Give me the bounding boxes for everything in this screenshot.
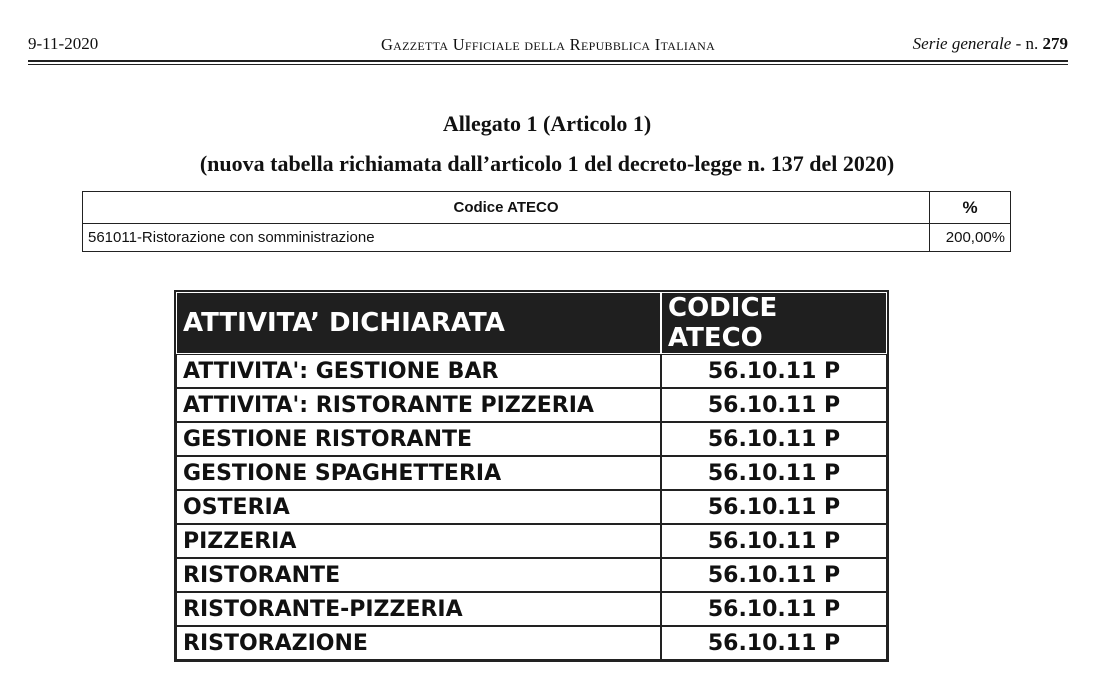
- attivita-header-row: [176, 292, 887, 354]
- activity-cell: RISTORAZIONE: [176, 626, 661, 660]
- code-cell: 56.10.11 P: [661, 422, 887, 456]
- attivita-header-code: CODICE ATECO: [661, 292, 887, 354]
- header-rule-thick: [28, 60, 1068, 62]
- activity-cell: RISTORANTE-PIZZERIA: [176, 592, 661, 626]
- table-row: [176, 524, 887, 558]
- activity-cell: PIZZERIA: [176, 524, 661, 558]
- table-row: [176, 592, 887, 626]
- allegato-subtitle: (nuova tabella richiamata dall’articolo 1 del decreto-legge n. 137 del 2020): [199, 151, 895, 176]
- ateco-header-code: Codice ATECO: [83, 192, 930, 224]
- ateco-pct-cell: 200,00%: [930, 224, 1011, 252]
- table-row: [176, 354, 887, 388]
- table-row: [83, 224, 1011, 252]
- serie-info: [913, 34, 1068, 54]
- serie-number: 279: [1042, 34, 1068, 53]
- header-rule-thin: [28, 64, 1068, 65]
- code-cell: 56.10.11 P: [661, 524, 887, 558]
- code-cell: 56.10.11 P: [661, 388, 887, 422]
- gazette-title: Gazzetta Ufficiale della Repubblica Italiana: [380, 35, 716, 54]
- activity-cell: GESTIONE RISTORANTE: [176, 422, 661, 456]
- allegato-title: Allegato 1 (Articolo 1): [442, 111, 652, 136]
- ateco-code-cell: 561011-Ristorazione con somministrazione: [83, 224, 930, 252]
- publication-date: 9-11-2020: [28, 34, 99, 53]
- code-cell: 56.10.11 P: [661, 592, 887, 626]
- activity-cell: RISTORANTE: [176, 558, 661, 592]
- activity-cell: ATTIVITA': GESTIONE BAR: [176, 354, 661, 388]
- code-cell: 56.10.11 P: [661, 558, 887, 592]
- table-row: [176, 626, 887, 660]
- ateco-table: [82, 191, 1011, 252]
- table-row: [176, 456, 887, 490]
- serie-label: Serie generale: [912, 34, 1012, 53]
- table-row: [176, 388, 887, 422]
- attivita-table: [174, 290, 889, 662]
- attivita-header-activity: ATTIVITA’ DICHIARATA: [176, 292, 661, 354]
- table-row: [176, 558, 887, 592]
- code-cell: 56.10.11 P: [661, 626, 887, 660]
- ateco-header-pct: %: [930, 192, 1011, 224]
- code-cell: 56.10.11 P: [661, 456, 887, 490]
- serie-separator: - n.: [1011, 34, 1043, 53]
- table-row: [176, 490, 887, 524]
- activity-cell: ATTIVITA': RISTORANTE PIZZERIA: [176, 388, 661, 422]
- activity-cell: GESTIONE SPAGHETTERIA: [176, 456, 661, 490]
- ateco-header-row: [83, 192, 1011, 224]
- page-header: [28, 34, 1068, 56]
- code-cell: 56.10.11 P: [661, 354, 887, 388]
- code-cell: 56.10.11 P: [661, 490, 887, 524]
- activity-cell: OSTERIA: [176, 490, 661, 524]
- table-row: [176, 422, 887, 456]
